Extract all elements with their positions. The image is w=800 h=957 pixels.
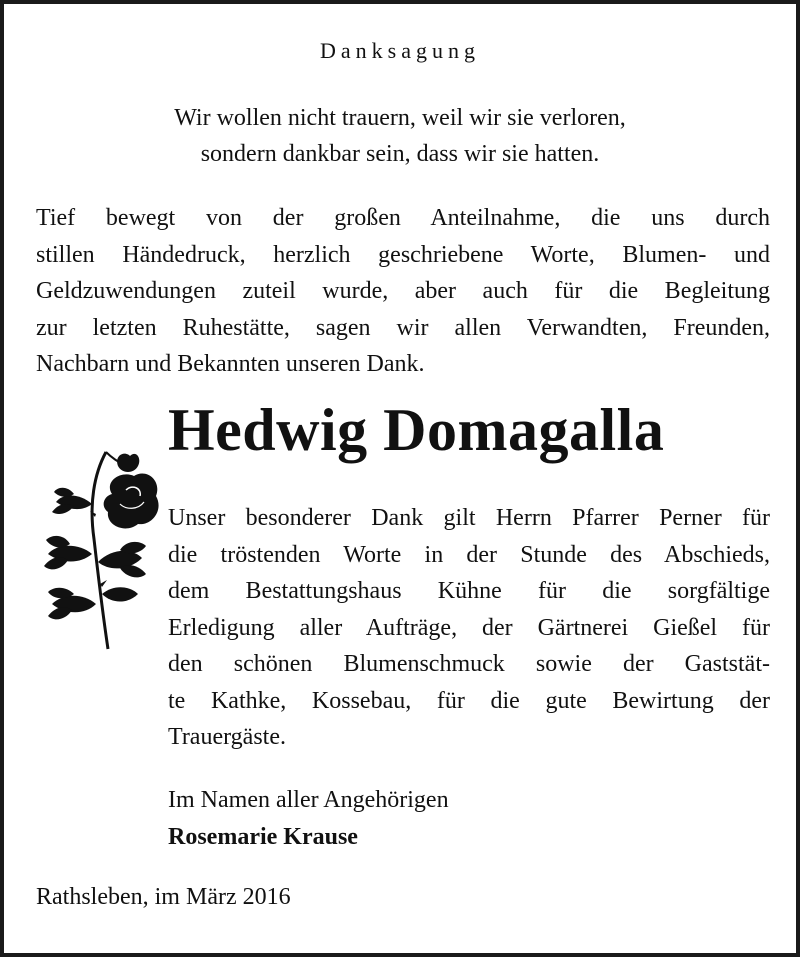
intro-paragraph xyxy=(36,200,770,383)
thanks-line: den schönen Blumenschmuck sowie der Gaststät- xyxy=(168,651,770,677)
deceased-name: Hedwig Domagalla xyxy=(168,397,665,463)
intro-line: Geldzuwendungen zuteil wurde, aber auch für die Begleitung xyxy=(36,278,770,304)
intro-line: stillen Händedruck, herzlich geschriebene Worte, Blumen- und xyxy=(36,241,770,268)
motto-line: Wir wollen nicht trauern, weil wir sie verloren, xyxy=(174,105,626,131)
thanks-paragraph xyxy=(168,500,770,756)
place-date: Rathsleben, im März 2016 xyxy=(36,884,291,910)
closing-block xyxy=(168,782,449,856)
thanks-line: Trauergäste. xyxy=(168,724,286,750)
motto-quote xyxy=(4,100,796,172)
notice-heading: Danksagung xyxy=(320,38,480,63)
intro-line: zur letzten Ruhestätte, sagen wir allen Verwandten, Freunden, xyxy=(36,314,770,341)
obituary-notice xyxy=(4,4,796,953)
thanks-line: dem Bestattungshaus Kühne für die sorgfältige xyxy=(168,578,770,604)
signer-name: Rosemarie Krause xyxy=(168,824,358,850)
thanks-line: Erledigung aller Aufträge, der Gärtnerei Gießel für xyxy=(168,614,770,641)
intro-line: Tief bewegt von der großen Anteilnahme, die uns durch xyxy=(36,205,770,231)
thanks-line: Unser besonderer Dank gilt Herrn Pfarrer Perner für xyxy=(168,505,770,531)
thanks-line: die tröstenden Worte in der Stunde des Abschieds, xyxy=(168,541,770,568)
motto-line: sondern dankbar sein, dass wir sie hatten. xyxy=(200,141,600,167)
thanks-line: te Kathke, Kossebau, für die gute Bewirtung der xyxy=(168,687,770,714)
intro-line: Nachbarn und Bekannten unseren Dank. xyxy=(36,351,425,377)
rose-icon xyxy=(34,444,164,654)
closing-line: Im Namen aller Angehörigen xyxy=(168,787,449,813)
